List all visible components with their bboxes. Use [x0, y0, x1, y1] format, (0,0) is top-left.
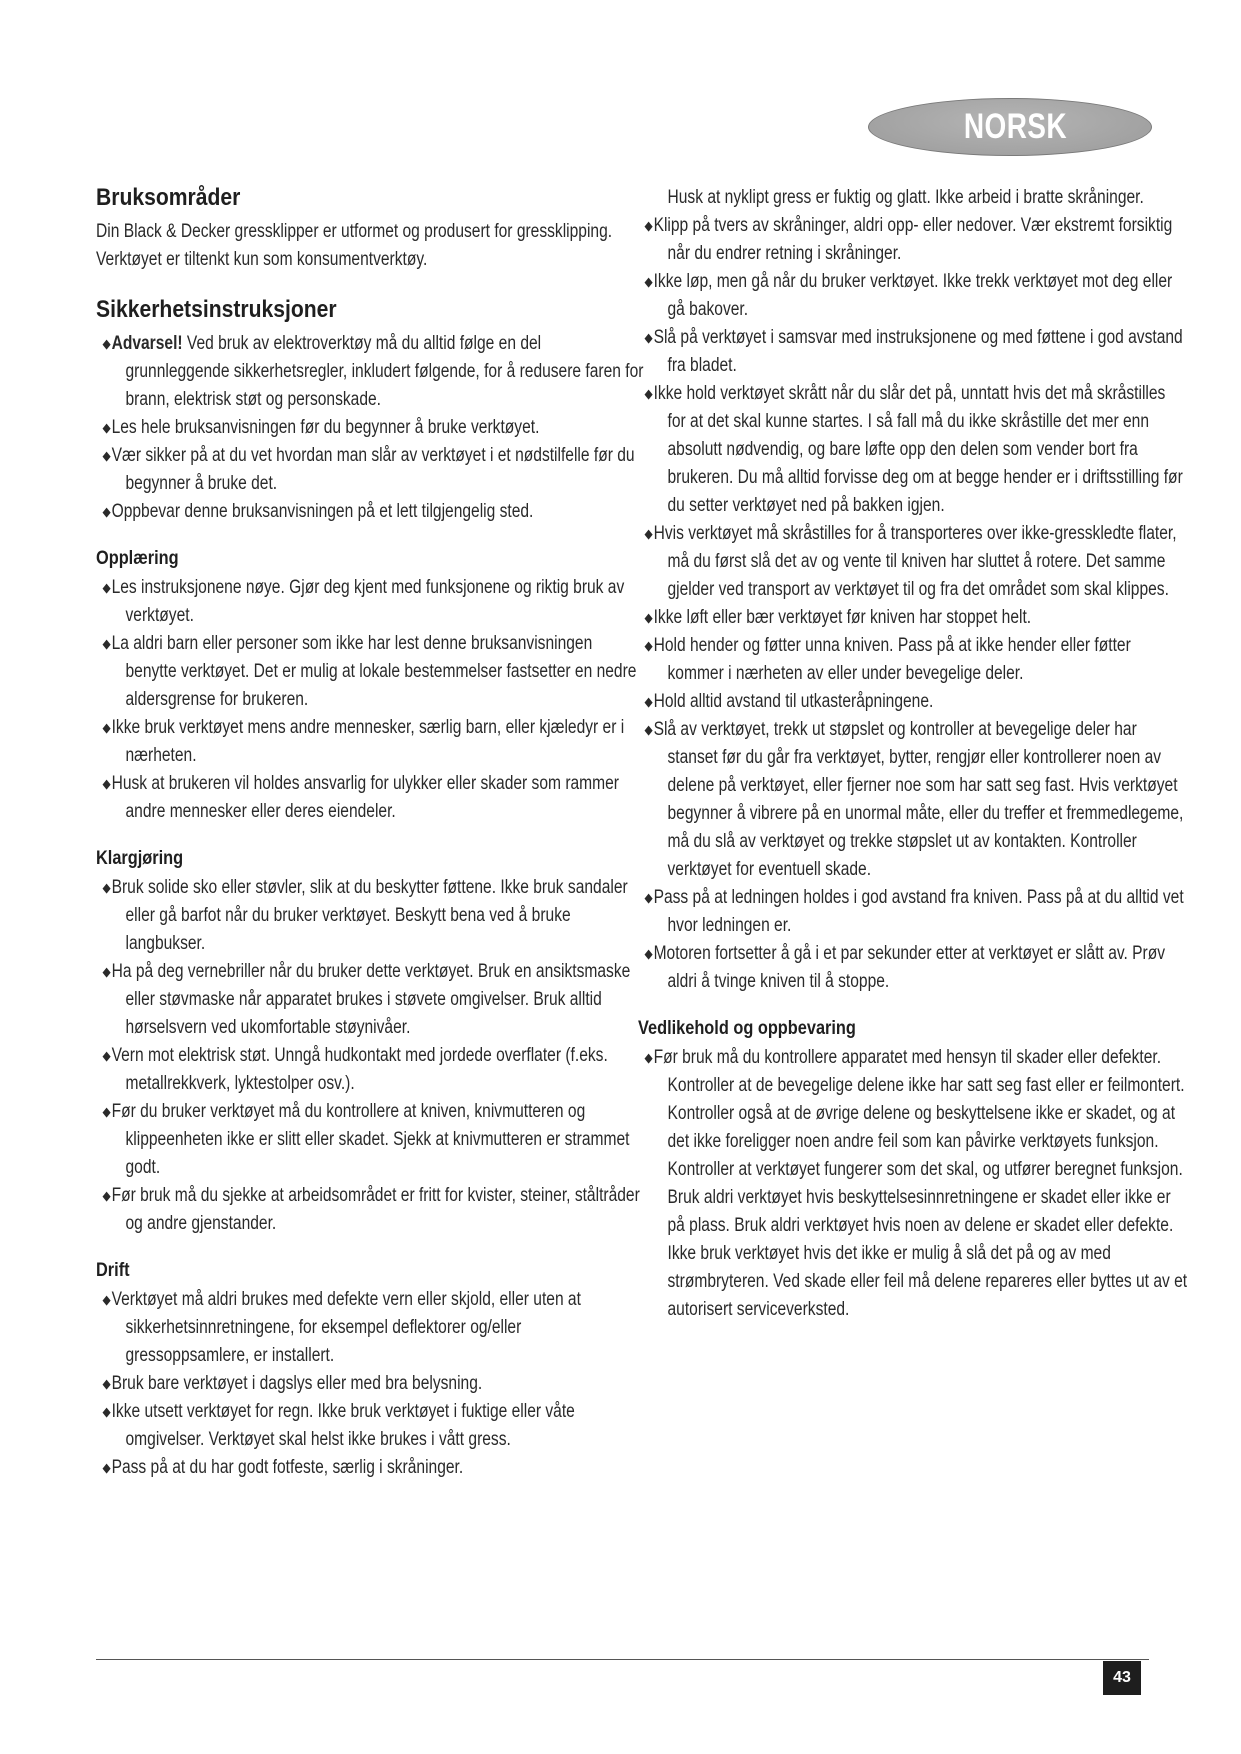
list-item: ◆Før du bruker verktøyet må du kontrollere at kniven, knivmutteren og klippeenheten ikke er slitt eller skadet. Sjekk at knivmutteren er strammet godt. — [102, 1101, 630, 1178]
training-list — [96, 574, 637, 826]
list-item: ◆Før bruk må du sjekke at arbeidsområdet er fritt for kvister, steiner, ståltråder og andre gjenstander. — [102, 1185, 640, 1234]
bullet-icon: ◆ — [102, 720, 111, 735]
list-item: ◆Pass på at ledningen holdes i god avstand fra kniven. Pass på at du alltid vet hvor ledningen er. — [644, 887, 1184, 936]
list-item: ◆Oppbevar denne bruksanvisningen på et lett tilgjengelig sted. — [102, 501, 534, 522]
heading-bruksomrader: Bruksområder — [96, 184, 241, 211]
bullet-icon: ◆ — [102, 1460, 111, 1475]
maintenance-list — [638, 1044, 1188, 1324]
list-item: ◆Vær sikker på at du vet hvordan man slår av verktøyet i et nødstilfelle før du begynner å bruke det. — [102, 445, 635, 494]
list-item: ◆Ikke utsett verktøyet for regn. Ikke bruk verktøyet i fuktige eller våte omgivelser. Verktøyet skal helst ikke brukes i vått gress. — [102, 1401, 575, 1450]
bullet-icon: ◆ — [102, 964, 111, 979]
list-item: ◆Vern mot elektrisk støt. Unngå hudkontakt med jordede overflater (f.eks. metallrekkverk, lyktestolper osv.). — [102, 1045, 608, 1094]
bullet-icon: ◆ — [644, 218, 653, 233]
list-item: ◆Husk at brukeren vil holdes ansvarlig for ulykker eller skader som rammer andre mennesker eller deres eiendeler. — [102, 773, 619, 822]
heading-sikkerhetsinstruksjoner: Sikkerhetsinstruksjoner — [96, 296, 337, 323]
heading-opplaering: Opplæring — [96, 548, 179, 569]
heading-vedlikehold: Vedlikehold og oppbevaring — [638, 1018, 856, 1039]
list-item: ◆Hold hender og føtter unna kniven. Pass på at ikke hender eller føtter kommer i nærheten av eller under bevegelige deler. — [644, 635, 1131, 684]
list-item: ◆Klipp på tvers av skråninger, aldri opp- eller nedover. Vær ekstremt forsiktig når du endrer retning i skråninger. — [644, 215, 1173, 264]
list-item: ◆Pass på at du har godt fotfeste, særlig i skråninger. — [102, 1457, 464, 1478]
list-item: ◆Les instruksjonene nøye. Gjør deg kjent med funksjonene og riktig bruk av verktøyet. — [102, 577, 625, 626]
language-tab-label: NORSK — [963, 107, 1067, 146]
paragraph: Din Black & Decker gressklipper er utformet og produsert for gressklipping. — [96, 221, 613, 242]
list-item-warning — [96, 330, 646, 414]
list-item: ◆Slå på verktøyet i samsvar med instruksjonene og med føttene i god avstand fra bladet. — [644, 327, 1183, 376]
list-item: ◆Motoren fortsetter å gå i et par sekunder etter at verktøyet er slått av. Prøv aldri å tvinge kniven til å stoppe. — [644, 943, 1166, 992]
operation-list — [96, 1286, 616, 1482]
bullet-icon: ◆ — [644, 526, 653, 541]
operation-list-continued — [638, 212, 1184, 996]
list-item: ◆Verktøyet må aldri brukes med defekte vern eller skjold, eller uten at sikkerhetsinnretningene, for eksempel deflektorer og/eller gressoppsamlere, er installert. — [102, 1289, 581, 1366]
bullet-icon: ◆ — [644, 386, 653, 401]
warning-label: Advarsel! — [111, 333, 183, 354]
bullet-icon: ◆ — [102, 580, 111, 595]
bullet-icon: ◆ — [644, 890, 653, 905]
right-column — [638, 170, 1188, 1324]
bullet-icon: ◆ — [102, 448, 111, 463]
bullet-icon: ◆ — [644, 946, 653, 961]
bullet-icon: ◆ — [102, 1104, 111, 1119]
language-tab — [868, 98, 1152, 156]
list-item: ◆Ikke bruk verktøyet mens andre mennesker, særlig barn, eller kjæledyr er i nærheten. — [102, 717, 625, 766]
bullet-icon: ◆ — [102, 1376, 111, 1391]
paragraph: Verktøyet er tiltenkt kun som konsumentverktøy. — [96, 249, 428, 270]
list-item: ◆Ha på deg vernebriller når du bruker dette verktøyet. Bruk en ansiktsmaske eller støvmaske når apparatet brukes i støvete omgivelser. Bruk alltid hørselsvern ved ukomfortable støynivåer. — [102, 961, 631, 1038]
list-item: ◆La aldri barn eller personer som ikke har lest denne bruksanvisningen benytte verktøyet. Det er mulig at lokale bestemmelser fastsetter en nedre aldersgrense for brukeren. — [102, 633, 637, 710]
bullet-icon: ◆ — [102, 1292, 111, 1307]
bullet-icon: ◆ — [644, 722, 653, 737]
footer-rule — [96, 1659, 1149, 1660]
bullet-icon: ◆ — [644, 610, 653, 625]
page-number: 43 — [1103, 1661, 1141, 1695]
bullet-icon: ◆ — [644, 1050, 653, 1065]
bullet-icon: ◆ — [102, 880, 111, 895]
list-item: ◆Ikke hold verktøyet skrått når du slår det på, unntatt hvis det må skråstilles for at det skal kunne startes. I så fall må du ikke skråstille det mer enn absolutt nødvendig, og bare løfte opp den delen som vender bort fra brukeren. Du må alltid forvisse deg om at begge hender er i driftsstilling før du setter verktøyet ned på bakken igjen. — [644, 383, 1183, 516]
bullet-icon: ◆ — [644, 330, 653, 345]
list-item: ◆Før bruk må du kontrollere apparatet med hensyn til skader eller defekter. Kontroller at de bevegelige delene ikke har satt seg fast eller er feilmontert. Kontroller også at de øvrige delene og beskyttelsene ikke er skadet, og at det ikke foreligger noen andre feil som kan påvirke verktøyets funksjon. Kontroller at verktøyet fungerer som det skal, og utfører beregnet funksjon. Bruk aldri verktøyet hvis beskyttelsesinnretningene er skadet eller ikke er på plass. Bruk aldri verktøyet hvis noen av delene er skadet eller defekte. Ikke bruk verktøyet hvis det ikke er mulig å slå det på og av med strømbryteren. Ved skade eller feil må delene repareres eller byttes ut av et autorisert serviceverksted. — [644, 1047, 1188, 1320]
list-item: ◆Ikke løp, men gå når du bruker verktøyet. Ikke trekk verktøyet mot deg eller gå bakover. — [644, 271, 1173, 320]
paragraph-intro: Husk at nyklipt gress er fuktig og glatt. Ikke arbeid i bratte skråninger. — [667, 187, 1144, 208]
preparation-list — [96, 874, 640, 1238]
bullet-icon: ◆ — [102, 776, 111, 791]
bullet-icon: ◆ — [644, 638, 653, 653]
list-item: ◆Hold alltid avstand til utkasteråpningene. — [644, 691, 934, 712]
heading-klargjoring: Klargjøring — [96, 848, 184, 869]
list-item: ◆Les hele bruksanvisningen før du begynner å bruke verktøyet. — [102, 417, 540, 438]
list-item: ◆Bruk solide sko eller støvler, slik at du beskytter føttene. Ikke bruk sandaler eller gå barfot når du bruker verktøyet. Beskytt bena ved å bruke langbukser. — [102, 877, 628, 954]
list-item: ◆Ikke løft eller bær verktøyet før kniven har stoppet helt. — [644, 607, 1032, 628]
bullet-icon: ◆ — [102, 1188, 111, 1203]
heading-drift: Drift — [96, 1260, 130, 1281]
list-item: ◆Bruk bare verktøyet i dagslys eller med bra belysning. — [102, 1373, 483, 1394]
list-item: ◆Hvis verktøyet må skråstilles for å transporteres over ikke-gresskledte flater, må du først slå det av og vente til kniven har sluttet å rotere. Det samme gjelder ved transport av verktøyet til og fra det området som skal klippes. — [644, 523, 1177, 600]
bullet-icon: ◆ — [102, 420, 111, 435]
bullet-icon: ◆ — [102, 1404, 111, 1419]
bullet-icon: ◆ — [102, 336, 111, 351]
bullet-icon: ◆ — [102, 1048, 111, 1063]
warning-text: Ved bruk av elektroverktøy må du alltid følge en del grunnleggende sikkerhetsregler, inkludert følgende, for å redusere faren for brann, elektrisk støt og personskade. — [125, 333, 644, 410]
list-item: ◆Slå av verktøyet, trekk ut støpslet og kontroller at bevegelige deler har stanset før du går fra verktøyet, bytter, rengjør eller kontrollerer noen av delene på verktøyet, eller fjerner noe som har satt seg fast. Hvis verktøyet begynner å vibrere på en unormal måte, eller du treffer et fremmedlegeme, må du slå av verktøyet og trekke støpslet ut av kontakten. Kontroller verktøyet for eventuell skade. — [644, 719, 1184, 880]
safety-list — [96, 330, 644, 526]
left-column — [96, 170, 644, 1482]
bullet-icon: ◆ — [102, 636, 111, 651]
bullet-icon: ◆ — [644, 694, 653, 709]
bullet-icon: ◆ — [102, 504, 111, 519]
bullet-icon: ◆ — [644, 274, 653, 289]
